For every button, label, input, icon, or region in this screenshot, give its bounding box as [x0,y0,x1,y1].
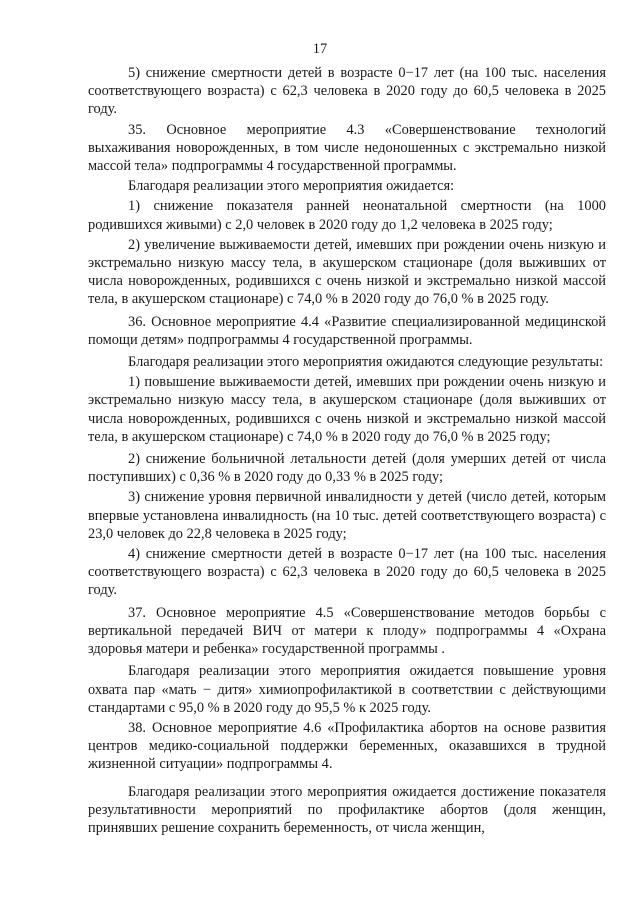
paragraph-expected-results: Благодаря реализации этого мероприятия ожидаются следующие результаты: [128,354,604,371]
paragraph-measure-38: 38. Основное мероприятие 4.6 «Профилактика абортов на основе развития центров медико-социальной поддержки беременных, оказавшихся в трудной жизненной ситуации» подпрограммы 4. [88,719,606,773]
paragraph-item-1-neonatal: 1) снижение показателя ранней неонатальной смертности (на 1000 родившихся живыми) с 2,0 человек в 2020 году до 1,2 человека в 2025 году; [88,198,606,233]
paragraph-measure-35: 35. Основное мероприятие 4.3 «Совершенствование технологий выхаживания новорожденных, в том числе недоношенных с экстремально низкой массой тела» подпрограммы 4 государственной программы. [88,121,606,175]
paragraph-abortion-expected: Благодаря реализации этого мероприятия ожидается достижение показателя результативности мероприятий по профилактике абортов (доля женщин, принявших решение сохранить беременность, от числа женщин, [88,783,606,836]
paragraph-item-1-survival: 1) повышение выживаемости детей, имевших при рождении очень низкую и экстремально низкую массу тела, в акушерском стационаре (доля выживших от числа новорожденных, родившихся с очень низкой и экстремально низкой массой тела, в акушерском стационаре) с 74,0 % в 2020 году до 76,0 % в 2025 году; [88,374,606,445]
paragraph-hiv-expected: Благодаря реализации этого мероприятия ожидается повышение уровня охвата пар «мать − дитя» химиопрофилактикой в соответствии с действующими стандартами с 95,0 % в 2020 году до 95,5 % к 2025 году. [88,663,606,716]
paragraph-item-4-mortality: 4) снижение смертности детей в возрасте 0−17 лет (на 100 тыс. населения соответствующего возраста) с 62,3 человека в 2020 году до 60,5 человека в 2025 году. [88,546,606,599]
paragraph-measure-37: 37. Основное мероприятие 4.5 «Совершенствование методов борьбы с вертикальной передачей ВИЧ от матери к плоду» подпрограммы 4 «Охрана здоровья матери и ребенка» государственной программы . [88,604,606,658]
paragraph-expected-intro: Благодаря реализации этого мероприятия ожидается: [128,178,455,195]
paragraph-item-2-survival: 2) увеличение выживаемости детей, имевших при рождении очень низкую и экстремально низкую массу тела, в акушерском стационаре (доля выживших от числа новорожденных, родившихся с очень низкой и экстремально низкой массой тела, в акушерском стационаре) с 74,0 % в 2020 году до 76,0 % в 2025 году. [88,236,606,308]
paragraph-measure-36: 36. Основное мероприятие 4.4 «Развитие специализированной медицинской помощи детям» подпрограммы 4 государственной программы. [88,313,606,348]
paragraph-item-3-disability: 3) снижение уровня первичной инвалидности у детей (число детей, которым впервые установлена инвалидность (на 10 тыс. детей соответствующего возраста) с 23,0 человек до 22,8 человека в 2025 году; [88,489,606,542]
paragraph-item-5-mortality: 5) снижение смертности детей в возрасте 0−17 лет (на 100 тыс. населения соответствующего возраста) с 62,3 человека в 2020 году до 60,5 человека в 2025 году. [88,65,606,118]
document-body [88,64,606,837]
paragraph-item-2-lethality: 2) снижение больничной летальности детей (доля умерших детей от числа поступивших) с 0,36 % в 2020 году до 0,33 % в 2025 году; [88,451,606,486]
page-number: 17 [312,41,328,57]
